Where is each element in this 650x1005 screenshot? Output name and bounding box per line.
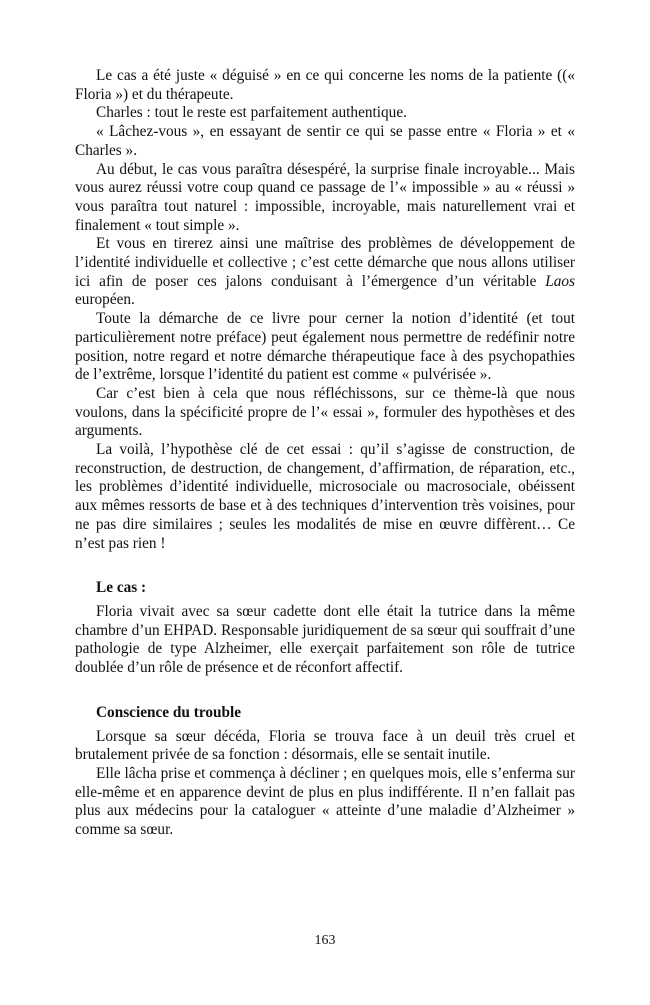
paragraph: Toute la démarche de ce livre pour cerner la notion d’identité (et tout particulièrement notre préface) peut également nous permettre de redéfinir notre position, notre regard et notre démarche thérapeutique face à des psychopathies de l’extrême, lorsque l’identité du patient est comme « pulvérisée ».: [75, 310, 575, 384]
paragraph: Au début, le cas vous paraîtra désespéré, la surprise finale incroyable... Mais vous aurez réussi votre coup quand ce passage de l’« impossible » au « réussi » vous paraîtra tout naturel : impossible, incroyable, mais naturellement vrai et finalement « tout simple ».: [75, 160, 575, 234]
paragraph: Lorsque sa sœur décéda, Floria se trouva face à un deuil très cruel et brutalement privée de sa fonction : désormais, elle se sentait inutile.: [75, 727, 575, 764]
paragraph: « Lâchez-vous », en essayant de sentir ce qui se passe entre « Floria » et « Charles ».: [75, 123, 575, 159]
paragraph: [75, 235, 575, 310]
italic-word: Laos: [545, 272, 575, 290]
body-text: [75, 67, 575, 840]
paragraph: La voilà, l’hypothèse clé de cet essai : qu’il s’agisse de construction, de reconstruction, de destruction, de changement, d’affirmation, de réparation, etc., les problèmes d’identité individuelle, microsociale ou macrosociale, obéissent aux mêmes ressorts de base et à des techniques d’intervention très voisines, pour ne pas dire similaires ; seules les modalités de mise en œuvre diffèrent… Ce n’est pas rien !: [75, 441, 575, 552]
paragraph-text: européen.: [75, 291, 135, 309]
paragraph-text: Et vous en tirerez ainsi une maîtrise des problèmes de développement de l’identité individuelle et collective ; c’est cette démarche que nous allons utiliser ici afin de poser ces jalons conduisant à l’émergence d’un véritable: [75, 235, 575, 290]
paragraph: Le cas a été juste « déguisé » en ce qui concerne les noms de la patiente ((« Floria ») et du thérapeute.: [75, 67, 575, 103]
section-heading-case: Le cas :: [96, 579, 147, 597]
paragraph: Car c’est bien à cela que nous réfléchissons, sur ce thème-là que nous voulons, dans la spécificité propre de l’« essai », formuler des hypothèses et des arguments.: [75, 384, 575, 440]
section-heading-awareness: Conscience du trouble: [96, 703, 242, 721]
paragraph: Floria vivait avec sa sœur cadette dont elle était la tutrice dans la même chambre d’un EHPAD. Responsable juridiquement de sa sœur qui souffrait d’une pathologie de type Alzheimer, elle exerçait parfaitement son rôle de tutrice doublée d’un rôle de présence et de réconfort affectif.: [75, 602, 575, 677]
paragraph: Elle lâcha prise et commença à décliner ; en quelques mois, elle s’enferma sur elle-même et en apparence devint de plus en plus indifférente. Il n’en fallait pas plus aux médecins pour la cataloguer « atteinte d’une maladie d’Alzheimer » comme sa sœur.: [75, 764, 575, 839]
page-number: 163: [314, 933, 336, 948]
paragraph: Charles : tout le reste est parfaitement authentique.: [96, 104, 407, 122]
